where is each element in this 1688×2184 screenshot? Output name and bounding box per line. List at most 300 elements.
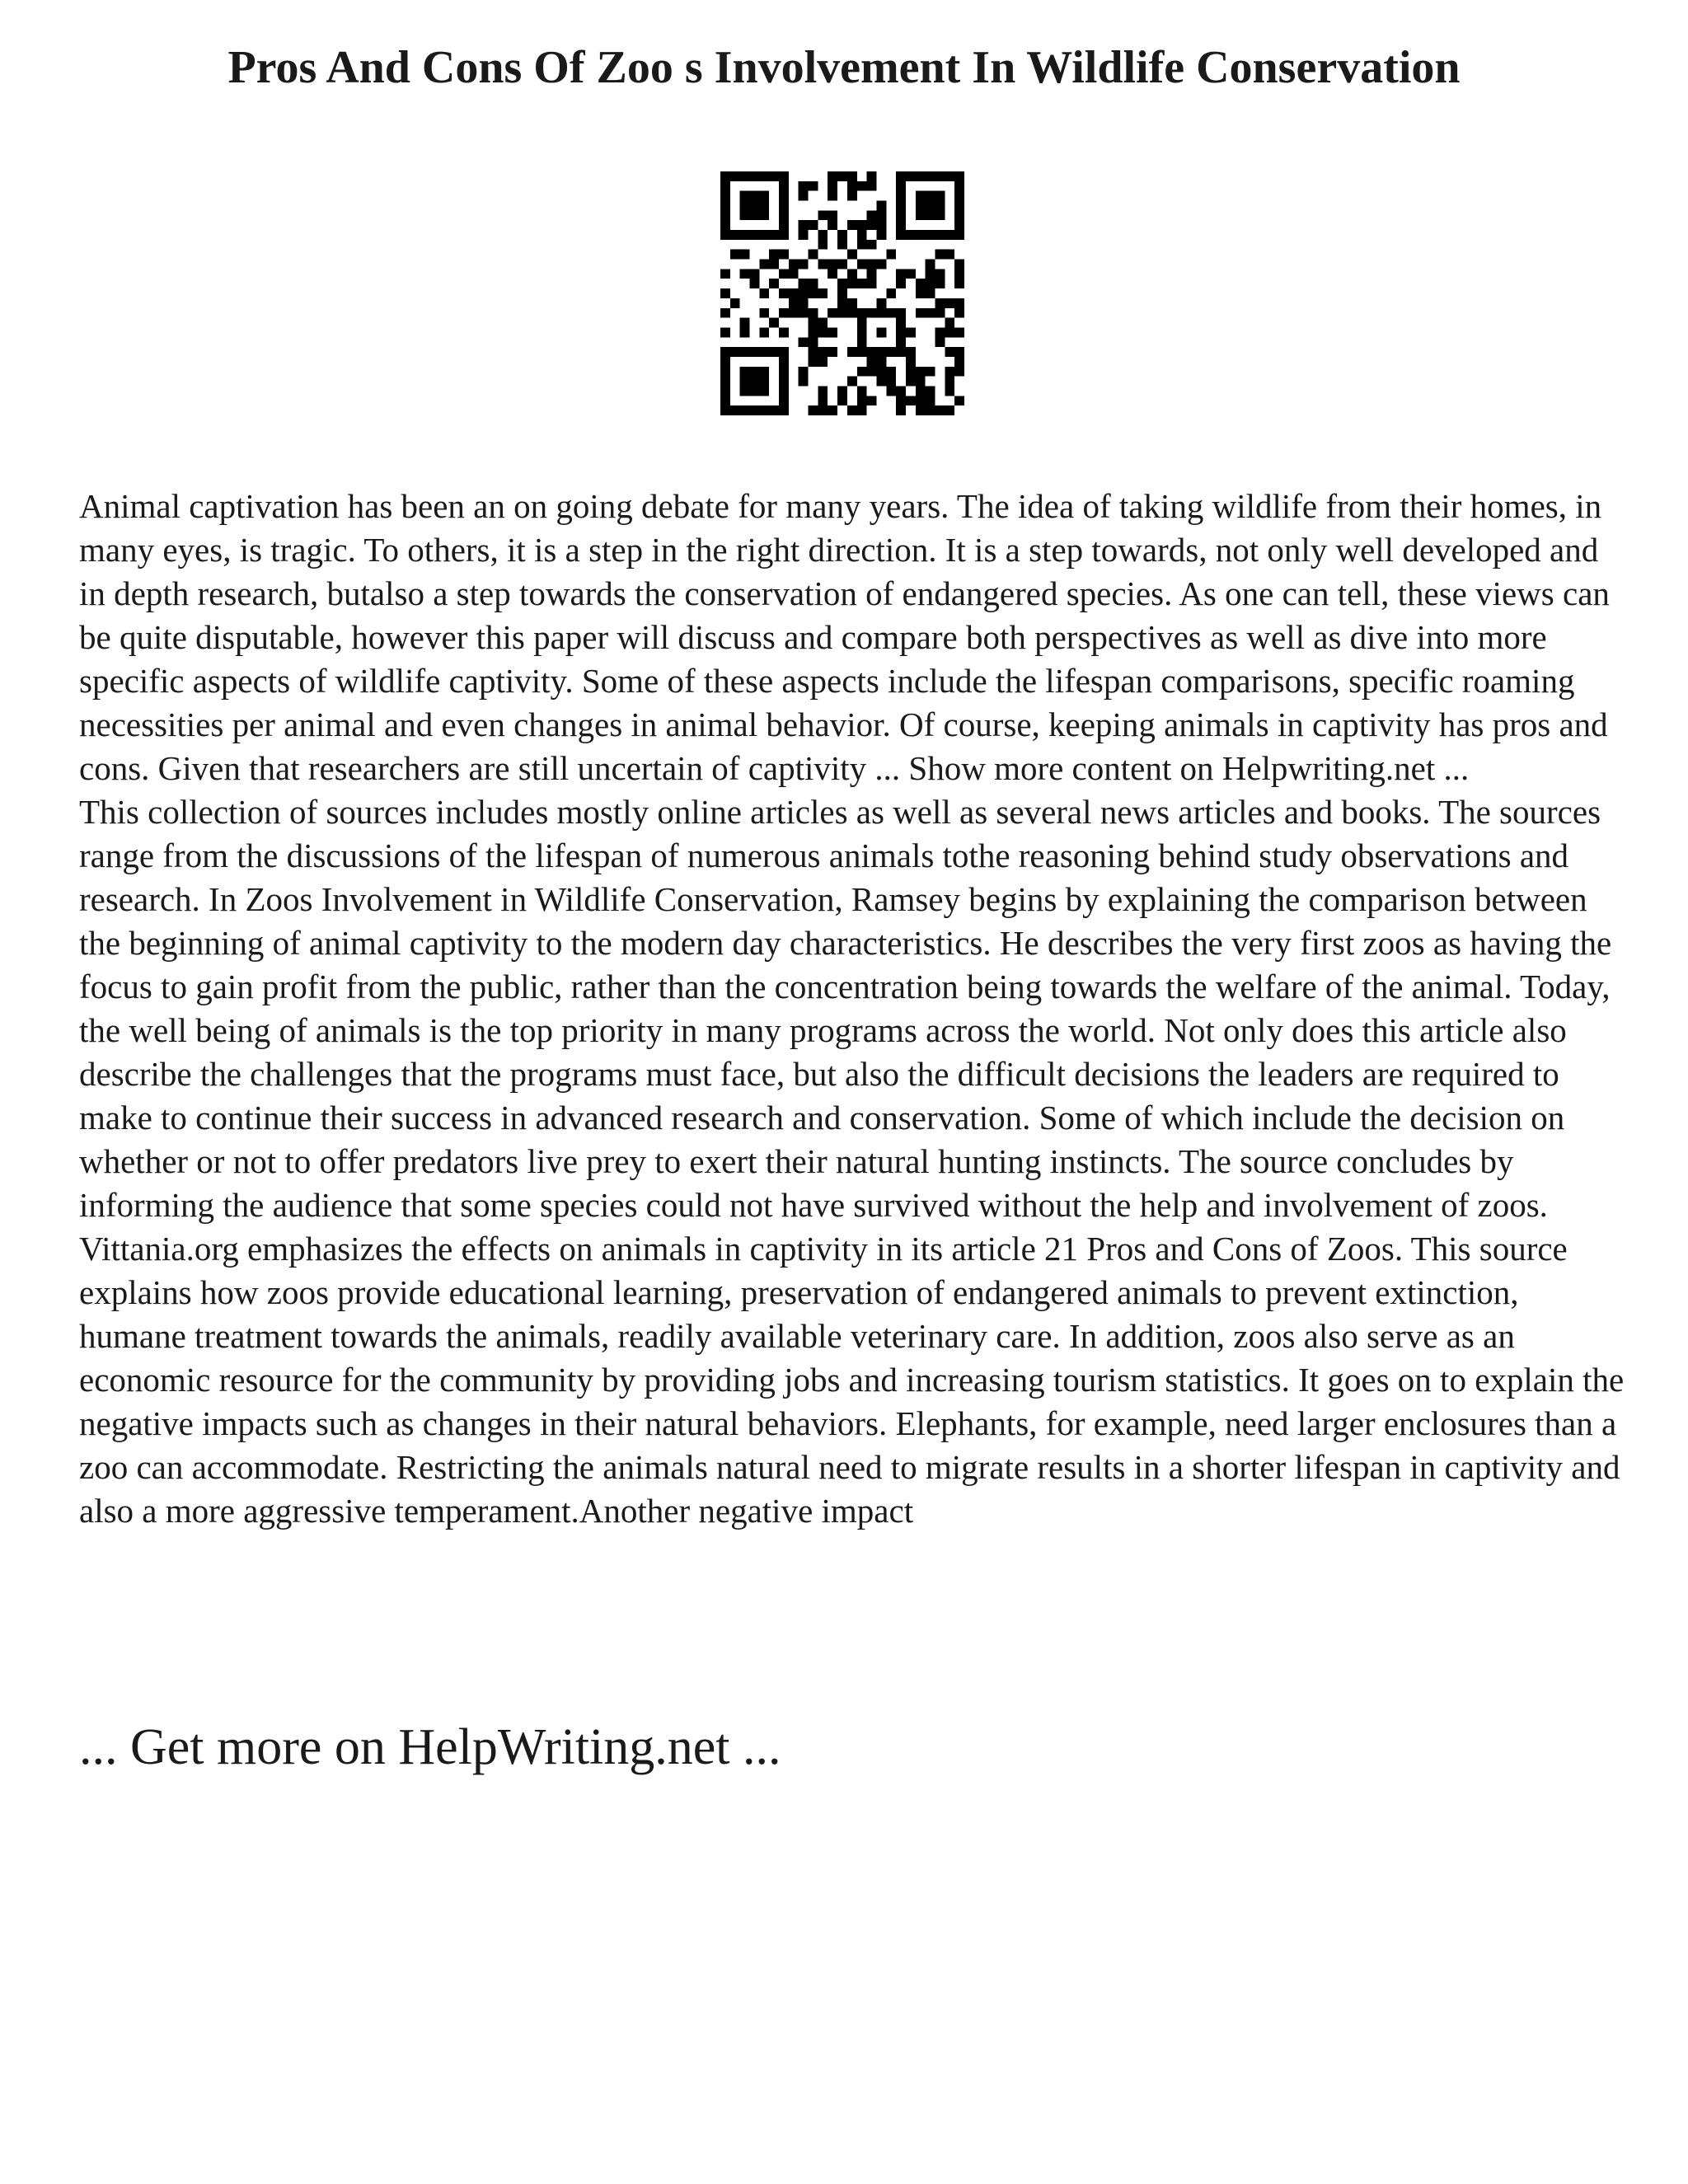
qr-module	[886, 288, 896, 298]
qr-module	[818, 288, 828, 298]
qr-module	[779, 396, 789, 405]
qr-module	[906, 347, 916, 357]
qr-module	[867, 181, 877, 191]
qr-module	[857, 405, 867, 415]
qr-module	[818, 357, 828, 367]
qr-module	[769, 279, 779, 288]
qr-module	[837, 396, 847, 405]
qr-module	[769, 260, 779, 269]
qr-module	[886, 367, 896, 377]
qr-module	[935, 298, 945, 308]
qr-module	[954, 396, 964, 405]
qr-module	[779, 230, 789, 240]
qr-module	[896, 318, 906, 328]
qr-module	[945, 230, 954, 240]
qr-module	[750, 405, 760, 415]
qr-module	[779, 308, 789, 318]
qr-module	[730, 230, 740, 240]
qr-module	[906, 230, 916, 240]
qr-module	[730, 171, 740, 181]
document-title: Pros And Cons Of Zoo s Involvement In Wildlife Conservation	[227, 42, 1461, 93]
qr-module	[916, 377, 926, 387]
qr-module	[750, 377, 760, 387]
qr-module	[896, 181, 906, 191]
qr-module	[867, 347, 877, 357]
qr-module	[906, 327, 916, 337]
qr-module	[935, 230, 945, 240]
qr-module	[740, 210, 750, 220]
qr-module	[809, 288, 818, 298]
qr-module	[750, 201, 760, 211]
qr-module	[818, 240, 828, 250]
qr-module	[828, 405, 837, 415]
qr-module	[730, 405, 740, 415]
qr-module	[720, 181, 730, 191]
qr-module	[809, 318, 818, 328]
qr-module	[750, 279, 760, 288]
qr-module	[876, 377, 886, 387]
qr-module	[779, 269, 789, 279]
qr-module	[730, 298, 740, 308]
qr-module	[916, 230, 926, 240]
qr-module	[828, 260, 837, 269]
qr-module	[876, 357, 886, 367]
qr-module	[926, 279, 935, 288]
qr-module	[779, 357, 789, 367]
qr-module	[789, 298, 799, 308]
qr-module	[945, 250, 954, 260]
qr-module	[916, 308, 926, 318]
qr-module	[954, 298, 964, 308]
qr-module	[916, 171, 926, 181]
qr-module	[809, 405, 818, 415]
qr-module	[945, 171, 954, 181]
qr-module	[779, 367, 789, 377]
qr-module	[896, 171, 906, 181]
qr-module	[809, 327, 818, 337]
qr-module	[935, 250, 945, 260]
qr-module	[799, 230, 809, 240]
qr-module	[818, 230, 828, 240]
qr-module	[809, 220, 818, 230]
qr-module	[847, 269, 857, 279]
qr-module	[896, 347, 906, 357]
qr-module	[926, 260, 935, 269]
qr-module	[847, 298, 857, 308]
qr-module	[935, 210, 945, 220]
qr-module	[886, 347, 896, 357]
qr-module	[954, 191, 964, 201]
qr-module	[857, 308, 867, 318]
qr-module	[876, 201, 886, 211]
qr-module	[759, 308, 769, 318]
qr-module	[809, 279, 818, 288]
qr-module	[867, 240, 877, 250]
qr-module	[799, 220, 809, 230]
qr-module	[779, 171, 789, 181]
qr-module	[720, 377, 730, 387]
qr-module	[799, 181, 809, 191]
qr-module	[954, 327, 964, 337]
qr-module	[740, 405, 750, 415]
qr-module	[945, 367, 954, 377]
paragraph-sources: This collection of sources includes mostly online articles as well as several news articles and books. The sources range from the discussions of the lifespan of numerous animals tothe reasoning behind study observations and research. In Zoos Involvement in Wildlife Conservation, Ramsey begins by explaining the comparison between the beginning of animal captivity to the modern day characteristics. He describes the very first zoos as having the focus to gain profit from the public, rather than the concentration being towards the welfare of the animal. Today, the well being of animals is the top priority in many programs across the world. Not only does this article also describe the challenges that the programs must face, but also the difficult decisions the leaders are required to make to continue their success in advanced research and conservation. Some of which include the decision on whether or not to offer predators live prey to exert their natural hunting instincts. The source concludes by informing the audience that some species could not have survived without the help and involvement of zoos. Vittania.org emphasizes the effects on animals in captivity in its article 21 Pros and Cons of Zoos. This source explains how zoos provide educational learning, preservation of endangered animals to prevent extinction, humane treatment towards the animals, readily available veterinary care. In addition, zoos also serve as an economic resource for the community by providing jobs and increasing tourism statistics. It goes on to explain the negative impacts such as changes in their natural behaviors. Elephants, for example, need larger enclosures than a zoo can accommodate. Restricting the animals natural need to migrate results in a shorter lifespan in captivity and also a more aggressive temperament.Another negative impact	[79, 793, 1625, 1530]
qr-module	[759, 230, 769, 240]
qr-module	[916, 367, 926, 377]
qr-module	[857, 386, 867, 396]
qr-module	[759, 386, 769, 396]
qr-module	[857, 230, 867, 240]
qr-module	[740, 386, 750, 396]
qr-module	[720, 347, 730, 357]
qr-module	[906, 367, 916, 377]
qr-module	[828, 347, 837, 357]
qr-module	[886, 250, 896, 260]
qr-module	[857, 318, 867, 328]
qr-module	[847, 405, 857, 415]
qr-module	[750, 347, 760, 357]
qr-module	[896, 191, 906, 201]
qr-module	[799, 367, 809, 377]
qr-module	[837, 240, 847, 250]
qr-module	[935, 327, 945, 337]
qr-module	[779, 220, 789, 230]
qr-module	[954, 347, 964, 357]
qr-module	[769, 347, 779, 357]
qr-module	[916, 405, 926, 415]
qr-module	[926, 201, 935, 211]
qr-module	[945, 327, 954, 337]
qr-module	[954, 357, 964, 367]
qr-module	[857, 181, 867, 191]
qr-module	[857, 240, 867, 250]
qr-module	[720, 269, 730, 279]
qr-module	[750, 269, 760, 279]
qr-module	[867, 308, 877, 318]
qr-module	[837, 288, 847, 298]
qr-module	[847, 191, 857, 201]
qr-module	[750, 230, 760, 240]
qr-module	[828, 210, 837, 220]
qr-module	[720, 201, 730, 211]
qr-module	[945, 347, 954, 357]
qr-module	[945, 318, 954, 328]
qr-module	[906, 377, 916, 387]
qr-module	[896, 230, 906, 240]
qr-module	[779, 386, 789, 396]
qr-module	[809, 347, 818, 357]
qr-module	[876, 298, 886, 308]
qr-module	[847, 171, 857, 181]
qr-module	[809, 308, 818, 318]
qr-module	[916, 210, 926, 220]
qr-module	[886, 386, 896, 396]
qr-module	[740, 191, 750, 201]
qr-module	[926, 210, 935, 220]
qr-module	[876, 347, 886, 357]
qr-module	[759, 288, 769, 298]
qr-module	[945, 405, 954, 415]
qr-module	[720, 327, 730, 337]
qr-module	[896, 386, 906, 396]
qr-module	[926, 386, 935, 396]
qr-module	[769, 230, 779, 240]
qr-module	[740, 327, 750, 337]
qr-module	[769, 171, 779, 181]
qr-module	[935, 279, 945, 288]
qr-module	[720, 210, 730, 220]
qr-module	[935, 201, 945, 211]
qr-module	[876, 230, 886, 240]
qr-module	[789, 308, 799, 318]
qr-module	[779, 405, 789, 415]
qr-module	[857, 260, 867, 269]
qr-module	[720, 220, 730, 230]
qr-module	[926, 191, 935, 201]
qr-module	[906, 396, 916, 405]
qr-module	[896, 396, 906, 405]
qr-module	[954, 171, 964, 181]
qr-module	[867, 260, 877, 269]
qr-module	[945, 377, 954, 387]
qr-module	[906, 171, 916, 181]
qr-module	[720, 308, 730, 318]
qr-module	[837, 298, 847, 308]
qr-module	[828, 181, 837, 191]
qr-module	[779, 250, 789, 260]
qr-code-graphic	[720, 171, 964, 415]
qr-module	[954, 220, 964, 230]
qr-module	[916, 201, 926, 211]
qr-module	[759, 260, 769, 269]
qr-module	[818, 347, 828, 357]
qr-module	[818, 396, 828, 405]
qr-module	[759, 377, 769, 387]
qr-module	[720, 171, 730, 181]
qr-module	[799, 288, 809, 298]
qr-module	[926, 171, 935, 181]
qr-module	[828, 220, 837, 230]
qr-module	[935, 269, 945, 279]
qr-module	[886, 308, 896, 318]
qr-module	[769, 250, 779, 260]
qr-module	[876, 308, 886, 318]
qr-module	[740, 171, 750, 181]
qr-module	[818, 210, 828, 220]
qr-module	[818, 327, 828, 337]
qr-module	[954, 201, 964, 211]
qr-module	[740, 269, 750, 279]
qr-module	[759, 327, 769, 337]
qr-module	[926, 230, 935, 240]
qr-module	[837, 279, 847, 288]
qr-module	[857, 337, 867, 347]
qr-module	[837, 171, 847, 181]
qr-module	[867, 279, 877, 288]
qr-module	[886, 377, 896, 387]
qr-module	[740, 377, 750, 387]
qr-module	[926, 396, 935, 405]
qr-module	[740, 250, 750, 260]
qr-module	[809, 250, 818, 260]
qr-module	[954, 260, 964, 269]
qr-module	[896, 210, 906, 220]
qr-module	[837, 386, 847, 396]
qr-module	[954, 181, 964, 191]
qr-module	[896, 201, 906, 211]
qr-module	[720, 191, 730, 201]
qr-module	[720, 405, 730, 415]
qr-module	[945, 386, 954, 396]
qr-module	[740, 201, 750, 211]
qr-module	[799, 260, 809, 269]
qr-module	[916, 288, 926, 298]
qr-module	[935, 191, 945, 201]
qr-module	[750, 386, 760, 396]
qr-module	[769, 318, 779, 328]
qr-module	[876, 327, 886, 337]
qr-module	[759, 405, 769, 415]
qr-module	[779, 210, 789, 220]
qr-module	[847, 220, 857, 230]
qr-module	[759, 171, 769, 181]
qr-module	[896, 337, 906, 347]
qr-module	[759, 210, 769, 220]
qr-module	[954, 269, 964, 279]
qr-module	[954, 279, 964, 288]
qr-module	[926, 288, 935, 298]
qr-module	[916, 396, 926, 405]
qr-module	[867, 171, 877, 181]
qr-module	[837, 308, 847, 318]
qr-module	[916, 191, 926, 201]
qr-module	[847, 279, 857, 288]
qr-module	[954, 230, 964, 240]
qr-module	[867, 220, 877, 230]
qr-module	[857, 279, 867, 288]
qr-module	[720, 230, 730, 240]
qr-module	[896, 327, 906, 337]
qr-module	[779, 201, 789, 211]
qr-module	[896, 308, 906, 318]
qr-module	[779, 327, 789, 337]
qr-module	[857, 347, 867, 357]
qr-module	[740, 347, 750, 357]
qr-module	[799, 298, 809, 308]
qr-module	[867, 269, 877, 279]
qr-module	[740, 230, 750, 240]
qr-module	[876, 220, 886, 230]
qr-module	[750, 191, 760, 201]
qr-module	[750, 210, 760, 220]
qr-module	[720, 288, 730, 298]
qr-module	[730, 250, 740, 260]
paragraph-intro: Animal captivation has been an on going debate for many years. The idea of taking wildlife from their homes, in many eyes, is tragic. To others, it is a step in the right direction. It is a step towards, not only well developed and in depth research, butalso a step towards the conservation of endangered species. As one can tell, these views can be quite disputable, however this paper will discuss and compare both perspectives as well as dive into more specific aspects of wildlife captivity. Some of these aspects include the lifespan comparisons, specific roaming necessities per animal and even changes in animal behavior. Of course, keeping animals in captivity has pros and cons. Given that researchers are still uncertain of captivity ... Show more content on Helpwriting.net ...	[79, 487, 1610, 787]
qr-module	[779, 347, 789, 357]
qr-module	[954, 308, 964, 318]
qr-module	[926, 405, 935, 415]
qr-module	[799, 279, 809, 288]
qr-module	[799, 337, 809, 347]
qr-module	[945, 298, 954, 308]
qr-module	[828, 191, 837, 201]
qr-module	[926, 367, 935, 377]
qr-module	[935, 405, 945, 415]
qr-module	[837, 260, 847, 269]
qr-module	[779, 191, 789, 201]
qr-module	[809, 181, 818, 191]
qr-module	[847, 308, 857, 318]
qr-module	[954, 367, 964, 377]
qr-module	[867, 396, 877, 405]
qr-module	[847, 181, 857, 191]
qr-module	[847, 347, 857, 357]
qr-module	[926, 308, 935, 318]
qr-module	[926, 269, 935, 279]
qr-module	[828, 269, 837, 279]
qr-module	[759, 367, 769, 377]
qr-module	[896, 220, 906, 230]
qr-module	[769, 405, 779, 415]
qr-module	[779, 181, 789, 191]
qr-module	[857, 327, 867, 337]
qr-module	[857, 396, 867, 405]
qr-module	[896, 405, 906, 415]
qr-module	[720, 367, 730, 377]
qr-module	[730, 347, 740, 357]
qr-module	[799, 308, 809, 318]
qr-module	[818, 405, 828, 415]
qr-module	[740, 367, 750, 377]
qr-module	[779, 288, 789, 298]
qr-module	[789, 269, 799, 279]
qr-module	[847, 250, 857, 260]
qr-module	[789, 288, 799, 298]
qr-module	[896, 269, 906, 279]
get-more-link[interactable]: ... Get more on HelpWriting.net ...	[79, 1719, 781, 1775]
qr-module	[750, 171, 760, 181]
qr-module	[935, 308, 945, 318]
qr-module	[750, 367, 760, 377]
qr-module	[906, 269, 916, 279]
qr-module	[828, 171, 837, 181]
qr-code-icon[interactable]	[720, 171, 964, 415]
qr-module	[896, 279, 906, 288]
qr-module	[799, 191, 809, 201]
qr-module	[876, 260, 886, 269]
qr-module	[759, 347, 769, 357]
qr-module	[720, 386, 730, 396]
qr-module	[799, 377, 809, 387]
qr-module	[906, 357, 916, 367]
qr-module	[759, 201, 769, 211]
qr-module	[916, 386, 926, 396]
qr-module	[818, 318, 828, 328]
qr-module	[789, 260, 799, 269]
qr-module	[759, 191, 769, 201]
qr-module	[818, 260, 828, 269]
qr-module	[954, 210, 964, 220]
qr-module	[847, 377, 857, 387]
qr-module	[828, 308, 837, 318]
qr-module	[867, 367, 877, 377]
qr-module	[837, 230, 847, 240]
qr-module	[857, 220, 867, 230]
qr-module	[876, 210, 886, 220]
document-body	[79, 485, 1629, 1533]
qr-module	[867, 357, 877, 367]
qr-module	[779, 377, 789, 387]
